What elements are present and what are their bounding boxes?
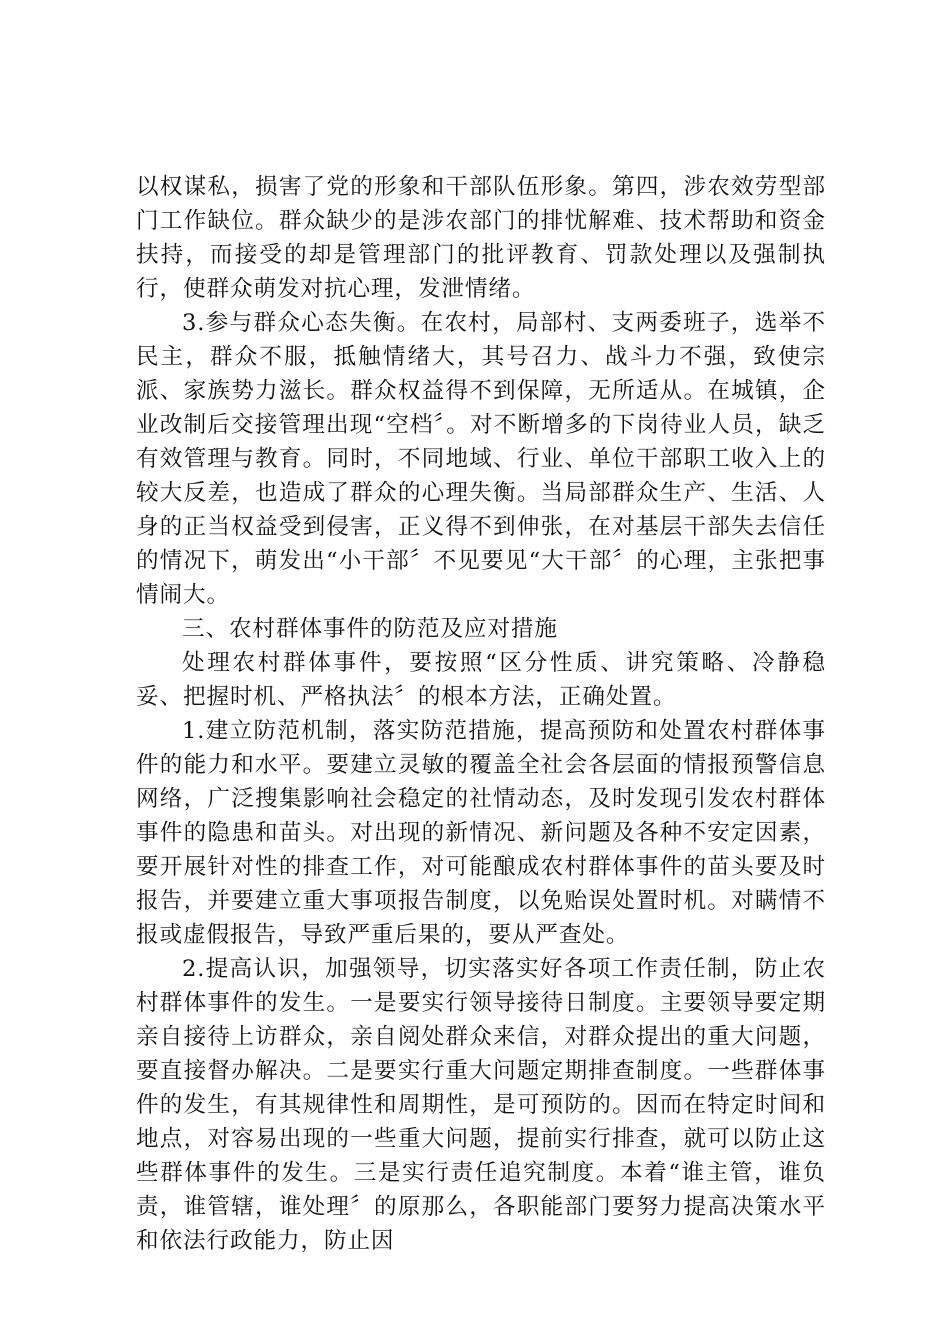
section-heading: 三、农村群体事件的防范及应对措施 [182, 616, 558, 642]
paragraph-handling-method: 处理农村群体事件，要按照“区分性质、讲究策略、冷静稳妥、把握时机、严格执法〞的根本方法，正确处置。 [136, 650, 826, 710]
document-page [136, 170, 826, 1258]
paragraph-leadership-responsibility: 2.提高认识，加强领导，切实落实好各项工作责任制，防止农村群体事件的发生。一是要实行领导接待日制度。主要领导要定期亲自接待上访群众，亲自阅处群众来信，对群众提出的重大问题，要直接督办解决。二是要实行重大问题定期排查制度。一些群体事件的发生，有其规律性和周期性，是可预防的。因而在特定时间和地点，对容易出现的一些重大问题，提前实行排查，就可以防止这些群体事件的发生。三是实行责任追究制度。本着“谁主管，谁负责，谁管辖，谁处理〞的原那么，各职能部门要努力提高决策水平和依法行政能力，防止因 [136, 956, 826, 1254]
paragraph-continuation: 以权谋私，损害了党的形象和干部队伍形象。第四，涉农效劳型部门工作缺位。群众缺少的是涉农部门的排忧解难、技术帮助和资金扶持，而接受的却是管理部门的批评教育、罚款处理以及强制执行，使群众萌发对抗心理，发泄情绪。 [136, 174, 826, 302]
paragraph-mass-mentality: 3.参与群众心态失衡。在农村，局部村、支两委班子，选举不民主，群众不服，抵触情绪大，其号召力、战斗力不强，致使宗派、家族势力滋长。群众权益得不到保障，无所适从。在城镇，企业改制后交接管理出现“空档〞。对不断增多的下岗待业人员，缺乏有效管理与教育。同时，不同地域、行业、单位干部职工收入上的较大反差，也造成了群众的心理失衡。当局部群众生产、生活、人身的正当权益受到侵害，正义得不到伸张，在对基层干部失去信任的情况下，萌发出“小干部〞不见要见“大干部〞的心理，主张把事情闹大。 [136, 310, 826, 608]
paragraph-prevention-mechanism: 1.建立防范机制，落实防范措施，提高预防和处置农村群体事件的能力和水平。要建立灵敏的覆盖全社会各层面的情报预警信息网络，广泛搜集影响社会稳定的社情动态，及时发现引发农村群体事件的隐患和苗头。对出现的新情况、新问题及各种不安定因素，要开展针对性的排查工作，对可能酿成农村群体事件的苗头要及时报告，并要建立重大事项报告制度，以免贻误处置时机。对瞒情不报或虚假报告，导致严重后果的，要从严查处。 [136, 718, 826, 948]
